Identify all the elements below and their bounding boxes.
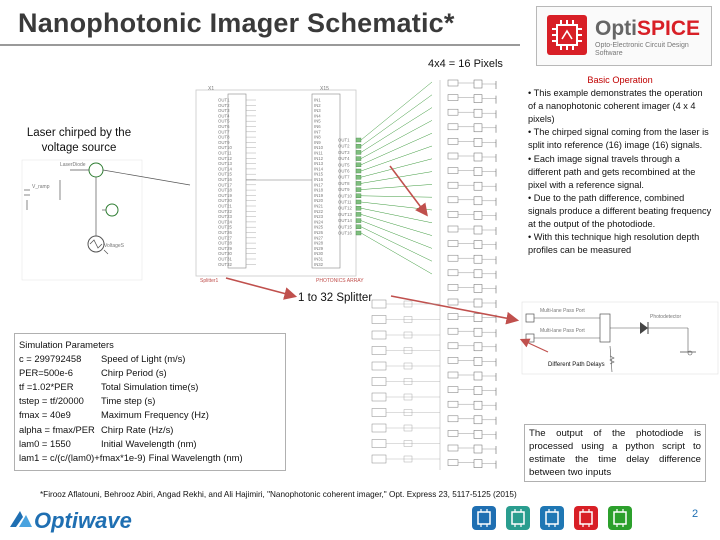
pixel-detector [474, 343, 482, 351]
fan-line [361, 95, 432, 146]
param-desc: Maximum Frequency (Hz) [101, 409, 209, 421]
product-app-icon [506, 506, 530, 530]
param-row [19, 366, 281, 380]
bullet-item: • This example demonstrates the operation of a nanophotonic coherent imager (4 x 4 pixels) [528, 88, 703, 125]
optiwave-logo [8, 508, 132, 534]
pixel-detector [474, 416, 482, 424]
pixel-coupler [448, 445, 458, 451]
delay-block [372, 316, 386, 324]
array-in-port: IN11 [314, 150, 323, 156]
fan-lines [361, 82, 432, 274]
array-out-port: OUT11 [338, 199, 352, 205]
array-in-port: IN24 [314, 219, 324, 225]
array-out-port: OUT5 [338, 162, 350, 168]
pixel-coupler [448, 314, 458, 320]
splitter-out-port: OUT10 [218, 145, 232, 151]
array-in-port: IN1 [314, 97, 321, 103]
delay-block [372, 331, 386, 339]
array-in-port: IN2 [314, 102, 321, 108]
bullet-item: • With this technique high resolution depth profiles can be measured [528, 232, 700, 256]
delay-block [372, 393, 386, 401]
pixel-coupler [448, 401, 458, 407]
pixel-coupler [448, 416, 458, 422]
param-desc: Chirp Rate (Hz/s) [101, 423, 174, 435]
splitter-out-port: OUT32 [218, 261, 232, 267]
product-app-icon [574, 506, 598, 530]
splitter-out-port: OUT14 [218, 166, 232, 172]
laser-label: LaserDiode [60, 162, 86, 168]
different-path-delays-label: Different Path Delays [548, 362, 605, 368]
splitter-out-port: OUT23 [218, 214, 232, 220]
array-out-pin [356, 175, 361, 179]
array-in-port: IN16 [314, 177, 324, 182]
pixel-detector [474, 387, 482, 395]
splitter-out-port: OUT26 [218, 230, 232, 235]
array-in-port: IN8 [314, 134, 321, 140]
array-out-pin [356, 144, 361, 148]
pixel-detector [474, 80, 482, 88]
splitter-out-port: OUT28 [218, 240, 232, 246]
pixel-coupler [448, 284, 458, 290]
param-key: lam0 = 1550 [19, 437, 71, 449]
array-out-pin [356, 169, 361, 173]
pixel-detector [474, 372, 482, 380]
splitter-out-port: OUT9 [218, 139, 230, 145]
pixel-coupler [448, 270, 458, 276]
pixel-detector [474, 255, 482, 263]
fan-line [361, 233, 432, 274]
pixel-detector [474, 270, 482, 278]
param-key: tstep = tf/20000 [19, 395, 84, 407]
splitter-out-port: OUT6 [218, 124, 230, 129]
pixel-detector [474, 460, 482, 468]
pixel-coupler [448, 255, 458, 261]
pixel-coupler [448, 387, 458, 393]
pixel-coupler [448, 211, 458, 217]
pixel-coupler [448, 197, 458, 203]
pixel-coupler [448, 138, 458, 144]
pixel-detector [474, 241, 482, 249]
splitter-out-port: OUT7 [218, 129, 230, 135]
array-in-port: IN21 [314, 203, 324, 209]
pixel-coupler [448, 153, 458, 159]
array-in-port: IN3 [314, 108, 321, 114]
param-row [19, 394, 281, 408]
param-row [19, 408, 281, 422]
splitter-label: 1 to 32 Splitter [298, 292, 373, 304]
voltage-label: V_ramp [32, 184, 50, 190]
delay-block [372, 424, 386, 432]
pixel-coupler [448, 343, 458, 349]
splitter-out-port: OUT5 [218, 118, 230, 124]
bullet-item: • Due to the path difference, combined signals produce a different beating frequency at the output of the photodiode. [528, 192, 712, 230]
voltage-source-label: VoltageS [104, 243, 125, 249]
array-in-port: IN4 [314, 113, 321, 119]
pixel-coupler [448, 328, 458, 334]
logo-name-part2: SPICE [637, 17, 701, 40]
array-out-pin [356, 225, 361, 229]
reference-citation: *Firooz Aflatouni, Behrooz Abiri, Angad Rekhi, and Ali Hajimiri, "Nanophotonic coherent imager," Opt. Express 23, 5117-5125 (2015) [40, 490, 517, 499]
array-in-port: IN13 [314, 161, 324, 167]
array-in-port: IN17 [314, 182, 324, 188]
splitter-out-port: OUT31 [218, 256, 232, 262]
array-out-port: OUT3 [338, 149, 350, 155]
array-out-port: OUT16 [338, 230, 352, 236]
param-key: tf =1.02*PER [19, 381, 74, 393]
splitter-out-port: OUT17 [218, 182, 232, 188]
array-in-port: IN19 [314, 192, 324, 198]
delay-block [372, 440, 386, 448]
delay-block [372, 409, 386, 417]
pixel-coupler [448, 124, 458, 130]
pixel-detector [474, 109, 482, 117]
array-out-port: OUT8 [338, 180, 350, 186]
pixel-detector [474, 226, 482, 234]
optiwave-mark-icon [8, 509, 34, 531]
pixel-detector [474, 328, 482, 336]
schematic-top-right-label: X15 [320, 86, 329, 92]
array-out-port: OUT15 [338, 224, 352, 230]
page-title: Nanophotonic Imager Schematic* [18, 8, 455, 38]
splitter-out-port: OUT25 [218, 224, 232, 230]
pixel-coupler [448, 226, 458, 232]
laser-circuit [22, 160, 190, 280]
delay-block [372, 300, 386, 308]
array-out-port: OUT10 [338, 193, 352, 199]
array-out-pin [356, 163, 361, 167]
splitter-out-port: OUT13 [218, 161, 232, 167]
param-key: fmax = 40e9 [19, 409, 71, 421]
array-out-pin [356, 150, 361, 154]
array-in-port: IN5 [314, 118, 321, 124]
basic-operation-list [528, 87, 712, 257]
array-out-port: OUT13 [338, 211, 352, 217]
pixel-detector [474, 95, 482, 103]
company-name: Optiwave [34, 508, 132, 533]
array-in-port: IN32 [314, 261, 324, 267]
photodiode-output-note: The output of the photodiode is processed using a python script to estimate the time delay difference between two inputs [524, 424, 706, 482]
array-out-port: OUT14 [338, 218, 352, 224]
splitter-out-port: OUT15 [218, 171, 232, 177]
array-in-port: IN20 [314, 198, 324, 204]
param-key: c = 299792458 [19, 353, 82, 365]
pixel-detector [474, 211, 482, 219]
pixel-coupler [448, 95, 458, 101]
splitter-out-port: OUT18 [218, 187, 232, 193]
array-out-pin [356, 157, 361, 161]
pixel-coupler [448, 80, 458, 86]
bullet-item: • Each image signal travels through a different path and gets recombined at the pixel with a reference signal. [528, 153, 696, 190]
param-row [19, 451, 281, 465]
delay-block [372, 455, 386, 463]
photodiode-label: Photodetector [650, 314, 682, 320]
pixel-coupler [448, 430, 458, 436]
array-in-port: IN14 [314, 166, 324, 172]
splitter-name-label: Splitter1 [200, 278, 219, 284]
pixel-detector [474, 430, 482, 438]
bullet-item: • The chirped signal coming from the laser is split into reference (16) image (16) signals. [528, 127, 709, 151]
param-row [19, 380, 281, 394]
product-app-icon [608, 506, 632, 530]
splitter-out-port: OUT29 [218, 245, 232, 251]
fan-line [361, 82, 432, 140]
fan-line [361, 108, 432, 153]
array-out-pin [356, 206, 361, 210]
param-desc: Chirp Period (s) [101, 367, 167, 379]
splitter-out-port: OUT4 [218, 113, 230, 119]
pixel-detector [474, 153, 482, 161]
param-desc: Final Wavelength (nm) [148, 451, 243, 463]
logo-tagline: Opto-Electronic Circuit Design Software [595, 42, 689, 57]
logo-name-part1: Opti [595, 17, 637, 40]
array-in-port: IN9 [314, 139, 321, 145]
splitter-out-port: OUT20 [218, 198, 232, 204]
param-row [19, 352, 281, 366]
array-in-port: IN12 [314, 155, 324, 161]
pixel-detector [474, 445, 482, 453]
param-row [19, 437, 281, 451]
fan-line [361, 196, 432, 197]
delay-block [372, 362, 386, 370]
delay-blocks [372, 300, 440, 463]
param-desc: Total Simulation time(s) [101, 381, 199, 393]
array-out-port: OUT4 [338, 156, 350, 162]
fan-line [361, 184, 432, 189]
pixel-detector [474, 357, 482, 365]
array-out-port: OUT12 [338, 205, 352, 211]
splitter-block [196, 90, 361, 276]
array-in-port: IN27 [314, 235, 324, 241]
splitter-out-port: OUT24 [218, 219, 232, 225]
simulation-parameters-title: Simulation Parameters [19, 339, 114, 350]
splitter-out-port: OUT16 [218, 177, 232, 182]
pixel-detector [474, 124, 482, 132]
pixel-detector [474, 197, 482, 205]
param-desc: Speed of Light (m/s) [101, 353, 186, 365]
array-out-port: OUT9 [338, 187, 350, 193]
array-out-pin [356, 219, 361, 223]
chirp-label: Laser chirped by the voltage source [26, 127, 132, 154]
splitter-out-port: OUT12 [218, 155, 232, 161]
pixel-detector [474, 182, 482, 190]
pixel-detector [474, 299, 482, 307]
param-key: alpha = fmax/PER [19, 423, 95, 435]
splitter-out-port: OUT19 [218, 192, 232, 198]
array-out-port: OUT6 [338, 168, 350, 174]
param-key: lam1 = c/(c/(lam0)+fmax*1e-9) [19, 451, 146, 463]
pixel-coupler [448, 299, 458, 305]
param-key: PER=500e-6 [19, 367, 73, 379]
splitter-out-port: OUT21 [218, 203, 232, 209]
simulation-parameters-panel [14, 333, 286, 471]
pixel-coupler [448, 168, 458, 174]
basic-operation-title: Basic Operation [587, 75, 653, 85]
array-out-port: OUT2 [338, 143, 350, 149]
pixel-detector [474, 401, 482, 409]
pixel-coupler [448, 241, 458, 247]
splitter-out-port: OUT22 [218, 208, 232, 214]
pixel-detector [474, 138, 482, 146]
splitter-out-port: OUT11 [218, 150, 232, 156]
array-in-port: IN10 [314, 145, 324, 151]
array-out-pin [356, 181, 361, 185]
array-out-pin [356, 188, 361, 192]
splitter-out-port: OUT8 [218, 134, 230, 140]
splitter-out-port: OUT30 [218, 251, 232, 257]
page-number: 2 [692, 508, 699, 520]
array-name-label: PHOTONICS ARRAY [316, 278, 364, 284]
array-in-port: IN28 [314, 240, 324, 246]
array-out-port: OUT7 [338, 174, 350, 180]
splitter-out-port: OUT2 [218, 102, 230, 108]
array-in-port: IN30 [314, 251, 324, 257]
array-out-pin [356, 138, 361, 142]
array-in-port: IN7 [314, 129, 321, 135]
fan-line [361, 208, 432, 223]
delay-block [372, 347, 386, 355]
pixel-coupler [448, 357, 458, 363]
array-out-port: OUT1 [338, 137, 350, 143]
array-in-port: IN18 [314, 187, 324, 193]
annotation-arrows [226, 166, 548, 352]
pixel-detector [474, 168, 482, 176]
pixels-label: 4x4 = 16 Pixels [428, 58, 503, 70]
array-out-pin [356, 231, 361, 235]
array-out-pin [356, 194, 361, 198]
param-row [19, 423, 281, 437]
array-in-port: IN26 [314, 230, 324, 235]
pixel-coupler [448, 109, 458, 115]
splitter-out-port: OUT1 [218, 97, 230, 103]
pixel-column [440, 80, 496, 470]
splitter-out-port: OUT3 [218, 108, 230, 114]
splitter-out-port: OUT27 [218, 235, 232, 241]
mux-label-2: Multi-lane Pass Port [540, 328, 585, 334]
param-desc: Time step (s) [101, 395, 156, 407]
delay-block [372, 378, 386, 386]
pixel-coupler [448, 182, 458, 188]
mux-label-1: Multi-lane Pass Port [540, 308, 585, 314]
fan-line [361, 146, 432, 171]
pixel-detector [474, 314, 482, 322]
array-in-port: IN31 [314, 256, 324, 262]
param-desc: Initial Wavelength (nm) [101, 437, 197, 449]
pixel-coupler [448, 460, 458, 466]
product-app-icon [472, 506, 496, 530]
fan-line [361, 133, 432, 165]
array-in-port: IN29 [314, 245, 324, 251]
array-in-port: IN15 [314, 171, 324, 177]
product-app-icon [540, 506, 564, 530]
array-out-pin [356, 212, 361, 216]
array-in-port: IN22 [314, 208, 324, 214]
pixel-coupler [448, 372, 458, 378]
array-out-pin [356, 200, 361, 204]
array-in-port: IN6 [314, 124, 321, 129]
schematic-top-left-label: X1 [208, 86, 215, 92]
fan-line [361, 120, 432, 158]
pixel-detector [474, 284, 482, 292]
array-in-port: IN23 [314, 214, 324, 220]
basic-operation-panel [528, 74, 712, 257]
array-in-port: IN25 [314, 224, 324, 230]
